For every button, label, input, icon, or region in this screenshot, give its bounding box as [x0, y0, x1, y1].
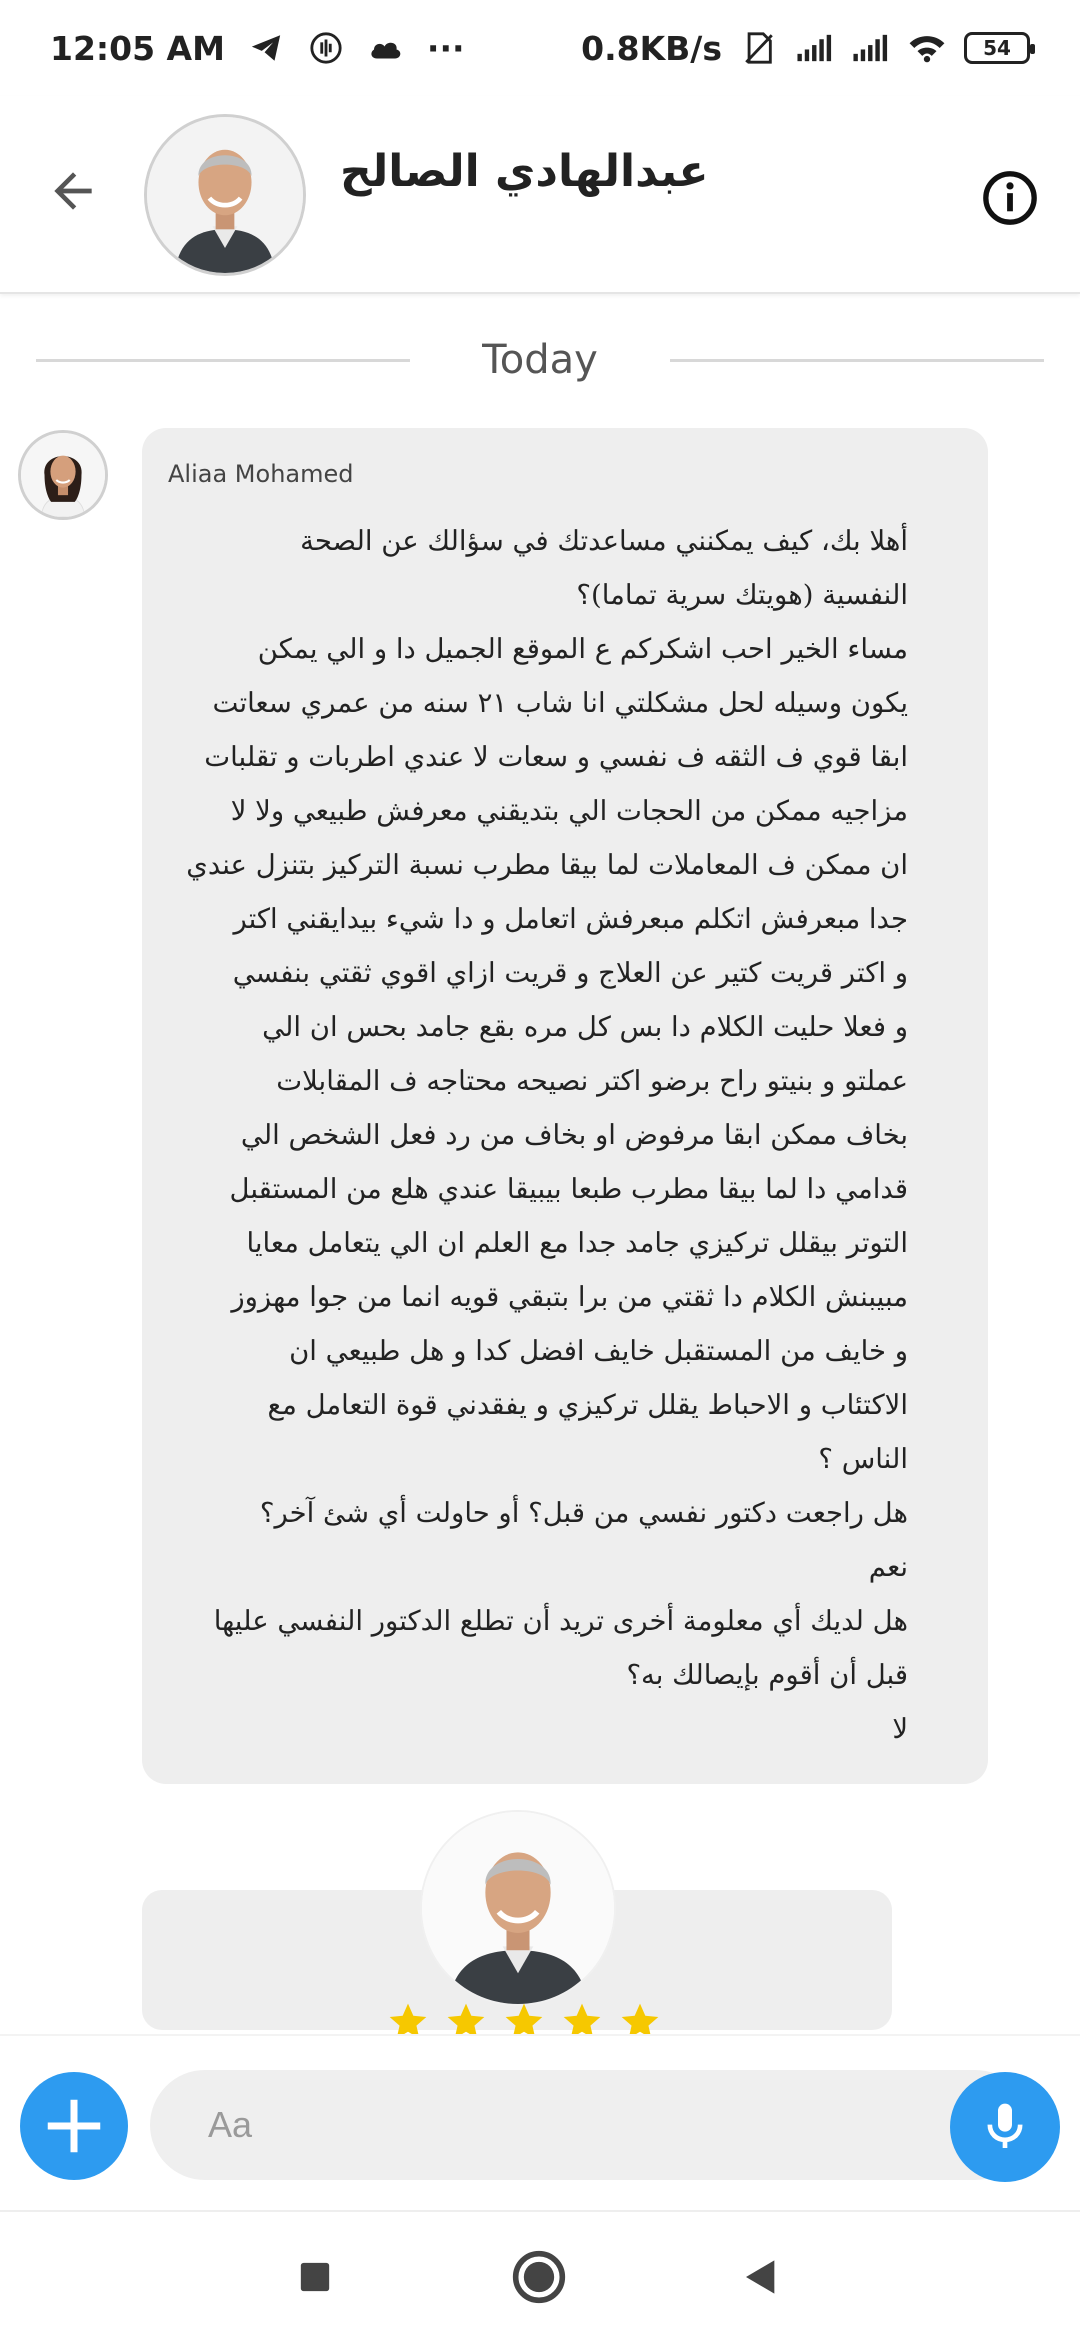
info-button[interactable] — [980, 168, 1040, 228]
mic-button[interactable] — [950, 2072, 1060, 2182]
star-icon — [618, 2000, 662, 2034]
telegram-icon — [247, 29, 285, 67]
message-line: و فعلا حليت الكلام دا بس كل مره بقع جامد بحس ان الي — [262, 1011, 908, 1043]
star-icon — [560, 2000, 604, 2034]
triangle-back-icon — [741, 2257, 781, 2297]
signal-icon — [796, 29, 834, 67]
message-input-container — [150, 2070, 1030, 2180]
arrow-left-icon — [45, 163, 101, 219]
message-line: ان ممكن ف المعاملات لما بيقا مطرب نسبة التركيز بتنزل عندي — [186, 849, 908, 881]
message-line: قدامي دا لما بيقا مطرب طبعا بيبيقا عندي هلع من المستقبل — [229, 1173, 908, 1205]
star-icon — [502, 2000, 546, 2034]
status-more-icon: ··· — [426, 28, 465, 68]
home-button[interactable] — [504, 2242, 574, 2312]
message-line: التوتر بيقلل تركيزي جامد جدا مع العلم ان الي يتعامل معايا — [246, 1227, 908, 1259]
message-line: هل راجعت دكتور نفسي من قبل؟ أو حاولت أي شئ آخر؟ — [259, 1497, 908, 1529]
square-icon — [298, 2260, 332, 2294]
contact-avatar[interactable] — [144, 114, 306, 276]
date-divider — [36, 330, 1044, 390]
no-sim-icon — [740, 29, 778, 67]
star-icon — [444, 2000, 488, 2034]
message-line: ابقا قوي ف الثقه ف نفسي و سعات لا عندي اطربات و تقلبات — [204, 741, 908, 773]
message-line: النفسية (هويتك سرية تماما)؟ — [576, 579, 908, 611]
message-line: و اكتر قريت كتير عن العلاج و قريت ازاي اقوي ثقتي بنفسي — [232, 957, 908, 989]
system-nav-bar — [0, 2210, 1080, 2340]
signal-2-icon — [852, 29, 890, 67]
message-line: مساء الخير احب اشكركم ع الموقع الجميل دا و الي يمكن — [257, 633, 908, 665]
status-time: 12:05 AM — [50, 28, 225, 68]
message-line: بخاف ممكن ابقا مرفوض او بخاف من رد فعل الشخص الي — [240, 1119, 908, 1151]
divider-line-right — [670, 359, 1044, 362]
net-speed: 0.8KB/s — [581, 28, 722, 68]
star-icon — [386, 2000, 430, 2034]
chat-header — [0, 96, 1080, 294]
message-line: جدا مبعرفش اتكلم مبعرفش اتعامل و دا شيء بيدايقني اكتر — [233, 903, 908, 935]
recents-button[interactable] — [280, 2242, 350, 2312]
sender-avatar[interactable] — [18, 430, 108, 520]
status-bar — [0, 0, 1080, 96]
message-line: عملتو و بنيتو راح برضو اكتر نصيحه محتاجه ف المقابلات — [276, 1065, 908, 1097]
rating-doctor-avatar — [420, 1810, 616, 2006]
message-line: الناس ؟ — [818, 1443, 908, 1475]
message-line: أهلا بك، كيف يمكنني مساعدتك في سؤالك عن الصحة — [300, 525, 908, 557]
message-line: مبيبنش الكلام دا ثقتي من برا بتبقي قويه انما من جوا مهزوز — [231, 1281, 908, 1313]
message-line: الاكتئاب و الاحباط يقلل تركيزي و يفقدني قوة التعامل مع — [267, 1389, 908, 1421]
message-bubble[interactable] — [142, 428, 988, 1784]
voice-record-icon — [307, 29, 345, 67]
message-line: يكون وسيله لحل مشكلتي انا شاب ٢١ سنه من عمري سعاتت — [212, 687, 908, 719]
info-icon — [981, 169, 1039, 227]
message-line: نعم — [868, 1551, 908, 1583]
message-text — [168, 514, 908, 1756]
date-label: Today — [482, 337, 598, 383]
back-nav-button[interactable] — [726, 2242, 796, 2312]
cloud-icon — [367, 29, 405, 67]
message-line: مزاجيه ممكن من الحجات الي بتديقني معرفش طبيعي ولا لا — [230, 795, 908, 827]
home-circle-icon — [511, 2249, 567, 2305]
plus-icon — [39, 2091, 109, 2161]
message-line: هل لديك أي معلومة أخرى تريد أن تطلع الدكتور النفسي عليها — [213, 1605, 908, 1637]
add-attachment-button[interactable] — [20, 2072, 128, 2180]
contact-name: عبدالهادي الصالح — [340, 146, 709, 197]
message-line: قبل أن أقوم بإيصالك به؟ — [626, 1659, 908, 1691]
back-button[interactable] — [38, 156, 108, 226]
mic-icon — [977, 2099, 1033, 2155]
sender-name: Aliaa Mohamed — [168, 460, 354, 488]
message-line: و خايف من المستقبل خايف افضل كدا و هل طبيعي ان — [289, 1335, 908, 1367]
message-line: لا — [892, 1713, 908, 1745]
message-input[interactable] — [150, 2070, 950, 2180]
battery-icon: 54 — [964, 32, 1030, 64]
wifi-icon — [908, 29, 946, 67]
divider-line-left — [36, 359, 410, 362]
composer-divider — [0, 2034, 1080, 2036]
rating-stars — [386, 2000, 662, 2034]
